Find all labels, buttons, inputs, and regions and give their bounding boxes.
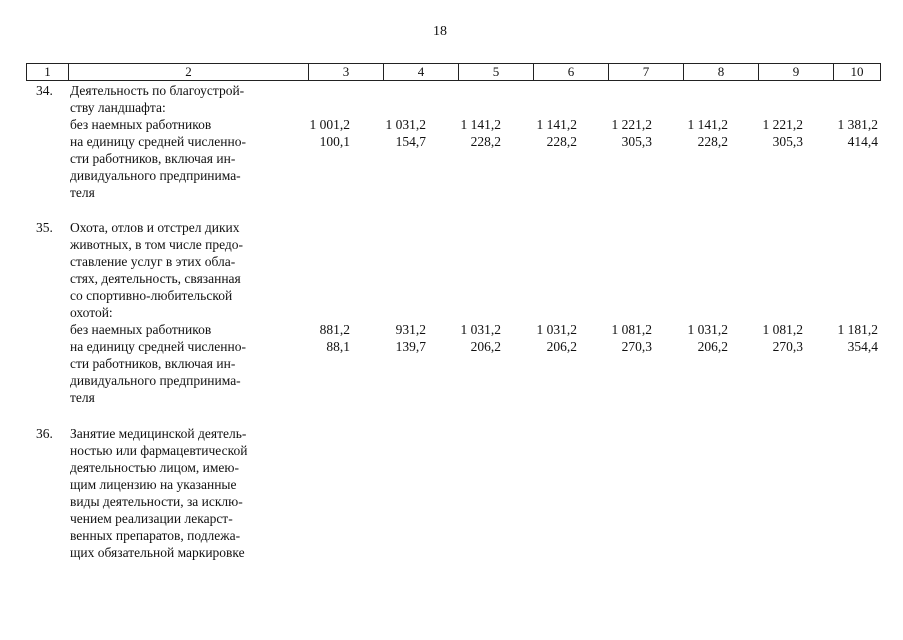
table-cell-value: 354,4 xyxy=(847,339,878,354)
header-col-5: 5 xyxy=(458,64,533,80)
table-cell-value: 1 081,2 xyxy=(611,322,652,337)
table-cell-value: 305,3 xyxy=(772,134,803,149)
header-col-6: 6 xyxy=(533,64,608,80)
table-cell-value: 100,1 xyxy=(319,134,350,149)
table-cell-value: 1 141,2 xyxy=(536,117,577,132)
table-cell-value: 1 221,2 xyxy=(611,117,652,132)
table-cell-value: 1 381,2 xyxy=(837,117,878,132)
row-description-line: без наемных работников xyxy=(70,322,212,337)
table-cell-value: 228,2 xyxy=(697,134,728,149)
row-description-line: деятельностью лицом, имею- xyxy=(70,460,239,475)
table-cell-value: 206,2 xyxy=(546,339,577,354)
row-number: 36. xyxy=(36,426,53,441)
table-cell-value: 1 141,2 xyxy=(460,117,501,132)
table-cell-value: 139,7 xyxy=(395,339,426,354)
table-cell-value: 1 141,2 xyxy=(687,117,728,132)
table-cell-value: 1 001,2 xyxy=(309,117,350,132)
page-number: 18 xyxy=(433,24,447,39)
table-cell-value: 931,2 xyxy=(395,322,426,337)
table-cell-value: 414,4 xyxy=(847,134,878,149)
header-col-1: 1 xyxy=(26,64,68,80)
table-cell-value: 270,3 xyxy=(772,339,803,354)
row-description-line: чением реализации лекарст- xyxy=(70,511,233,526)
header-col-10: 10 xyxy=(833,64,881,80)
header-col-8: 8 xyxy=(683,64,758,80)
row-description-line: сти работников, включая ин- xyxy=(70,151,236,166)
table-cell-value: 154,7 xyxy=(395,134,426,149)
table-cell-value: 206,2 xyxy=(470,339,501,354)
table-cell-value: 270,3 xyxy=(621,339,652,354)
table-cell-value: 1 031,2 xyxy=(460,322,501,337)
row-description-line: венных препаратов, подлежа- xyxy=(70,528,241,543)
header-col-4: 4 xyxy=(383,64,458,80)
row-description-line: дивидуального предпринима- xyxy=(70,168,241,183)
row-description-line: щих обязательной маркировке xyxy=(70,545,245,560)
table-cell-value: 1 031,2 xyxy=(687,322,728,337)
row-description-line: ностью или фармацевтической xyxy=(70,443,248,458)
row-description-line: щим лицензию на указанные xyxy=(70,477,237,492)
table-cell-value: 305,3 xyxy=(621,134,652,149)
row-description-line: стях, деятельность, связанная xyxy=(70,271,241,286)
table-cell-value: 228,2 xyxy=(546,134,577,149)
row-description-line: дивидуального предпринима- xyxy=(70,373,241,388)
row-description-line: ставление услуг в этих обла- xyxy=(70,254,236,269)
table-cell-value: 881,2 xyxy=(319,322,350,337)
row-description-line: сти работников, включая ин- xyxy=(70,356,236,371)
table-cell-value: 1 081,2 xyxy=(762,322,803,337)
row-number: 34. xyxy=(36,83,53,98)
header-col-9: 9 xyxy=(758,64,833,80)
table-cell-value: 88,1 xyxy=(326,339,350,354)
row-description-line: теля xyxy=(70,185,95,200)
row-description-line: Охота, отлов и отстрел диких xyxy=(70,220,240,235)
header-col-3: 3 xyxy=(308,64,383,80)
row-description-line: на единицу средней численно- xyxy=(70,339,246,354)
row-description-line: ству ландшафта: xyxy=(70,100,166,115)
row-description-line: животных, в том числе предо- xyxy=(70,237,243,252)
row-description-line: теля xyxy=(70,390,95,405)
table-cell-value: 1 221,2 xyxy=(762,117,803,132)
row-description-line: виды деятельности, за исклю- xyxy=(70,494,243,509)
table-cell-value: 206,2 xyxy=(697,339,728,354)
header-col-7: 7 xyxy=(608,64,683,80)
row-description-line: охотой: xyxy=(70,305,113,320)
row-description-line: без наемных работников xyxy=(70,117,212,132)
row-description-line: Деятельность по благоустрой- xyxy=(70,83,245,98)
table-header-row xyxy=(26,63,881,81)
table-cell-value: 1 031,2 xyxy=(385,117,426,132)
table-cell-value: 228,2 xyxy=(470,134,501,149)
row-number: 35. xyxy=(36,220,53,235)
row-description-line: со спортивно-любительской xyxy=(70,288,233,303)
table-cell-value: 1 181,2 xyxy=(837,322,878,337)
header-col-2: 2 xyxy=(68,64,308,80)
row-description-line: Занятие медицинской деятель- xyxy=(70,426,247,441)
row-description-line: на единицу средней численно- xyxy=(70,134,246,149)
table-cell-value: 1 031,2 xyxy=(536,322,577,337)
